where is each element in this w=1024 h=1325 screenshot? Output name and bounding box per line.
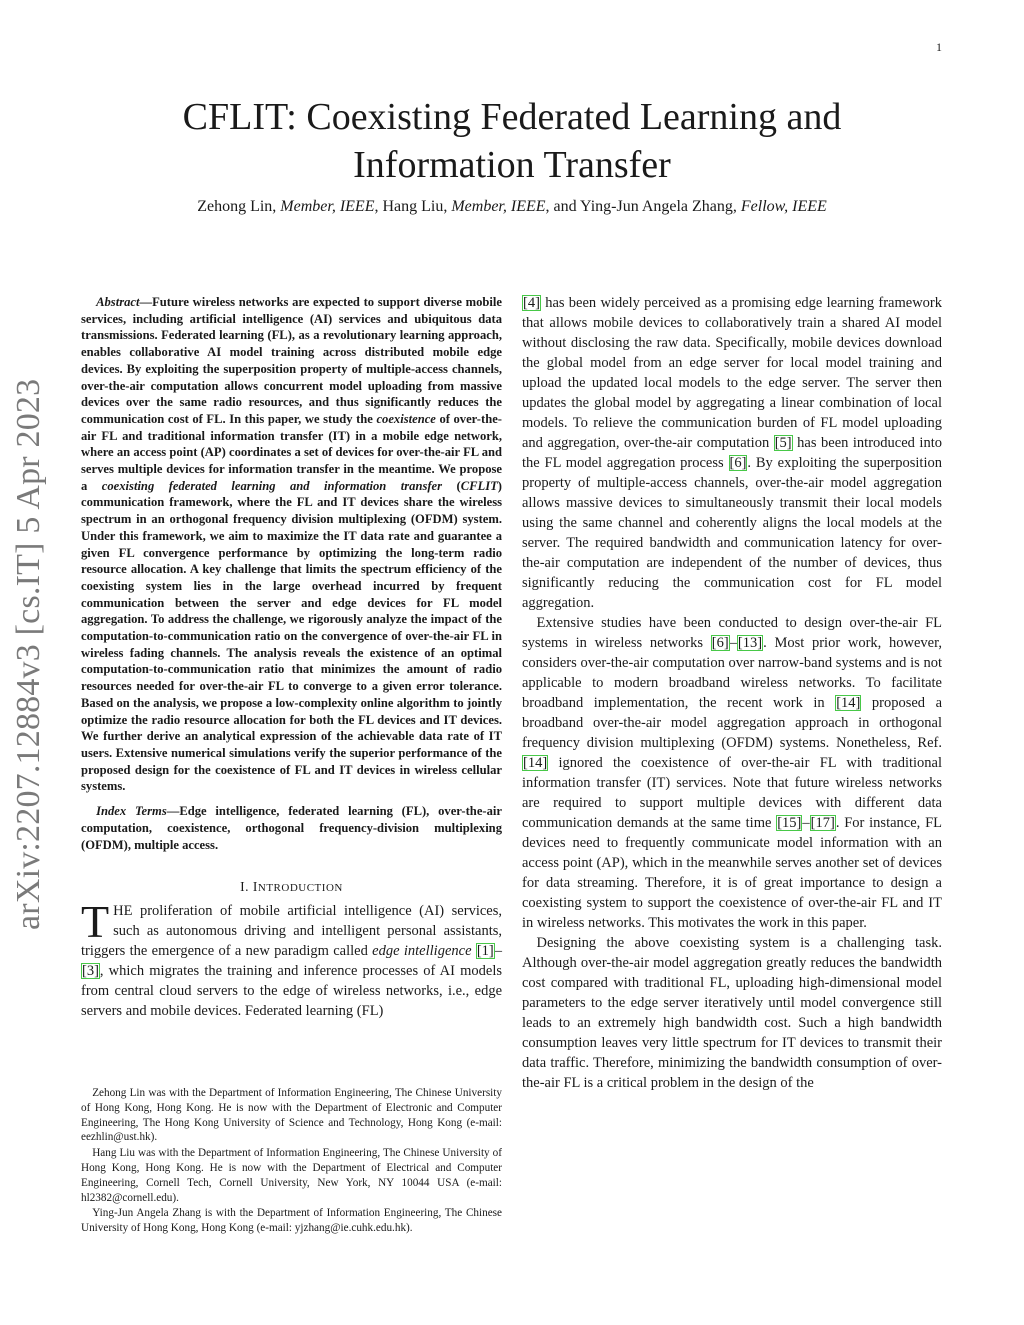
title-line-1: CFLIT: Coexisting Federated Learning and [182, 96, 842, 138]
author-1: Zehong Lin, [197, 198, 281, 215]
index-terms-lead: Index Terms [96, 804, 167, 819]
left-column [81, 294, 502, 1021]
intro-text: proposed a broadband over-the-air model aggregation approach in orthogonal frequency division multiplexing (OFDM) systems. Nonetheless, Ref. [522, 695, 942, 751]
author-2-role: Member, IEEE [451, 198, 546, 215]
abstract-em-3: CFLIT [460, 478, 498, 493]
author-3: , and Ying-Jun Angela Zhang, [545, 198, 741, 215]
author-1-role: Member, IEEE [280, 198, 375, 215]
title-line-2: Information Transfer [353, 144, 671, 186]
citation-link[interactable]: [14] [836, 695, 861, 711]
abstract-text-4: ) communication framework, where the FL and IT devices share the wireless spectrum in an orthogonal frequency division multiplexing (OFDM) system. Under this framework, we aim to maximize the IT data rate and guarantee a given FL convergence performance by optimizing the long-term radio resource allocation. A key challenge that limits the spectrum efficiency of the coexisting system lies in the large overhead incurred by frequent communication between the server and edge devices for FL model aggregation. To address the challenge, we rigorously analyze the impact of the computation-to-communication ratio on the convergence of over-the-air FL in wireless fading channels. The analysis reveals the existence of an optimal computation-to-communication ratio that minimizes the amount of radio resources needed for over-the-air FL to converge to a given error tolerance. Based on the analysis, we propose a low-complexity online algorithm to jointly optimize the radio resource allocation for both the FL devices and IT devices. We further derive an analytical expression of the achievable data rate of IT users. Extensive numerical simulations verify the superior performance of the proposed design for the coexistence of FL and IT devices in wireless cellular systems. [81, 478, 502, 794]
abstract-text-3: ( [442, 478, 461, 493]
intro-paragraph-1 [81, 896, 503, 1021]
intro-text: , which migrates the training and inference processes of AI models from central cloud servers to the edge of wireless networks, i.e., edge servers and mobile devices. Federated learning (FL) [81, 963, 502, 1020]
intro-text: has been introduced into the FL model aggregation process [522, 435, 942, 471]
citation-link[interactable]: [6] [729, 455, 747, 471]
section-numeral: I. I [240, 879, 258, 895]
footnote-author-3: Ying-Jun Angela Zhang is with the Department of Information Engineering, The Chinese University of Hong Kong, Hong Kong (e-mail: yjzhang@ie.cuhk.edu.hk). [81, 1207, 502, 1235]
abstract-em-1: coexistence [376, 411, 436, 426]
arxiv-stamp: arXiv:2207.12884v3 [cs.IT] 5 Apr 2023 [10, 378, 47, 930]
index-terms-text: —Edge intelligence, federated learning (FL), over-the-air computation, coexistence, orthogonal frequency-division multiplexing (OFDM), multiple access. [81, 804, 502, 852]
intro-text: Extensive studies have been conducted to design over-the-air FL systems in wireless networks [522, 615, 942, 651]
footnote-author-1: Zehong Lin was with the Department of Information Engineering, The Chinese University of Hong Kong, Hong Kong. He is now with the Department of Electronic and Computer Engineering, The Hong Kong University of Science and Technology, Hong Kong (e-mail: eezhlin@ust.hk). [81, 1087, 502, 1144]
author-2: , Hang Liu, [374, 198, 452, 215]
author-3-role: Fellow, IEEE [740, 198, 827, 215]
citation-link[interactable]: [13] [737, 635, 763, 651]
citation-link[interactable]: [4] [523, 295, 540, 311]
intro-text: . By exploiting the superposition property of multiple-access channels, over-the-air model aggregation allows massive devices to simultaneously transmit their local models using the same channel and coherently aligns the local models at the server. The required bandwidth and communication latency for over-the-air computation are independent of the number of devices, thus significantly reducing the communication cost for FL model aggregation. [522, 455, 942, 611]
lead-caps: HE [113, 903, 133, 920]
abstract-lead: Abstract [96, 295, 140, 309]
footnote-author-2: Hang Liu was with the Department of Information Engineering, The Chinese University of Hong Kong, Hong Kong. He is now with the Department of Electrical and Computer Engineering, Cornell Tech, Cornell University, New York, NY 10044 USA (e-mail: hl2382@cornell.edu). [81, 1147, 502, 1204]
intro-paragraph-3: Designing the above coexisting system is a challenging task. Although over-the-air model aggregation greatly reduces the bandwidth cost compared with traditional FL, uploading high-dimensional model parameters to the edge server iteratively until model convergence still leads to an extremely high bandwidth cost. Such a high bandwidth consumption leaves very little spectrum for IT devices to transmit their data traffic. Therefore, minimizing the bandwidth consumption of over-the-air FL is a critical problem in the design of the [522, 935, 942, 1091]
abstract-em-2: coexisting federated learning and information transfer [101, 478, 443, 493]
index-terms [81, 803, 502, 853]
citation-link[interactable]: [17] [810, 815, 835, 831]
page-number: 1 [936, 40, 942, 54]
intro-text: proliferation of mobile artificial intelligence (AI) services, such as autonomous driving and intelligent personal assistants, triggers the emergence of a new paradigm called [81, 903, 502, 960]
intro-paragraph-2 [522, 613, 942, 933]
right-column [522, 293, 942, 1093]
paper-title [100, 93, 924, 189]
intro-text: . Most prior work, however, considers over-the-air computation over narrow-band systems and is not applicable to modern broadband wireless networks. To facilitate broadband implementation, the recent work in [522, 635, 942, 711]
section-heading-introduction [81, 879, 502, 895]
abstract [81, 294, 502, 795]
dash: – [729, 635, 737, 651]
intro-paragraph-1-continued [522, 293, 942, 613]
citation-link[interactable]: [5] [774, 435, 792, 451]
dash: – [494, 943, 503, 960]
abstract-text-2: of over-the-air FL and traditional information transfer (IT) in a mobile edge network, where an access point (AP) coordinates a set of devices for over-the-air FL and serves multiple devices for information transfer in the meantime. We propose a [81, 411, 502, 493]
intro-text: ignored the coexistence of over-the-air FL with traditional information transfer (IT) services. Note that future wireless networks are required to support multiple devices with different data communication demands at the same time [522, 755, 942, 831]
citation-link[interactable]: [6] [711, 635, 729, 651]
author-line [100, 198, 924, 216]
dropcap: T [81, 896, 110, 948]
abstract-text-1: —Future wireless networks are expected to support diverse mobile services, including artificial intelligence (AI) services and ubiquitous data transmissions. Federated learning (FL), as a revolutionary learning approach, enables collaborative AI model training across distributed mobile edge devices. By exploiting the superposition property of multiple-access channels, over-the-air computation allows concurrent model uploading from massive devices over the same radio resources, and thus significantly reduces the communication cost of FL. In this paper, we study the [81, 295, 502, 426]
citation-link[interactable]: [14] [523, 755, 548, 771]
citation-link[interactable]: [15] [777, 815, 802, 831]
citation-link[interactable]: [3] [82, 963, 99, 980]
dash: – [802, 815, 810, 831]
intro-text: has been widely perceived as a promising edge learning framework that allows mobile devices to collaboratively train a shared AI model without disclosing the raw data. Specifically, mobile devices download the global model from an edge server for local model training and upload the updated local models to the edge server. The server then updates the global model by aggregating a linear combination of local models. To relieve the communication burden of FL model uploading and aggregation, over-the-air computation [522, 295, 942, 451]
intro-text: . For instance, FL devices need to frequently communicate model information with an access point (AP), which in the meanwhile serves another set of devices for data streaming. Therefore, it is of great importance to design a coexisting system to support the coexistence of over-the-air FL and IT in wireless networks. This motivates the work in this paper. [522, 815, 942, 931]
citation-link[interactable]: [1] [476, 943, 494, 960]
term-edge-intelligence: edge intelligence [372, 943, 472, 960]
section-title-rest: NTRODUCTION [257, 882, 343, 895]
footnotes [81, 1086, 502, 1237]
